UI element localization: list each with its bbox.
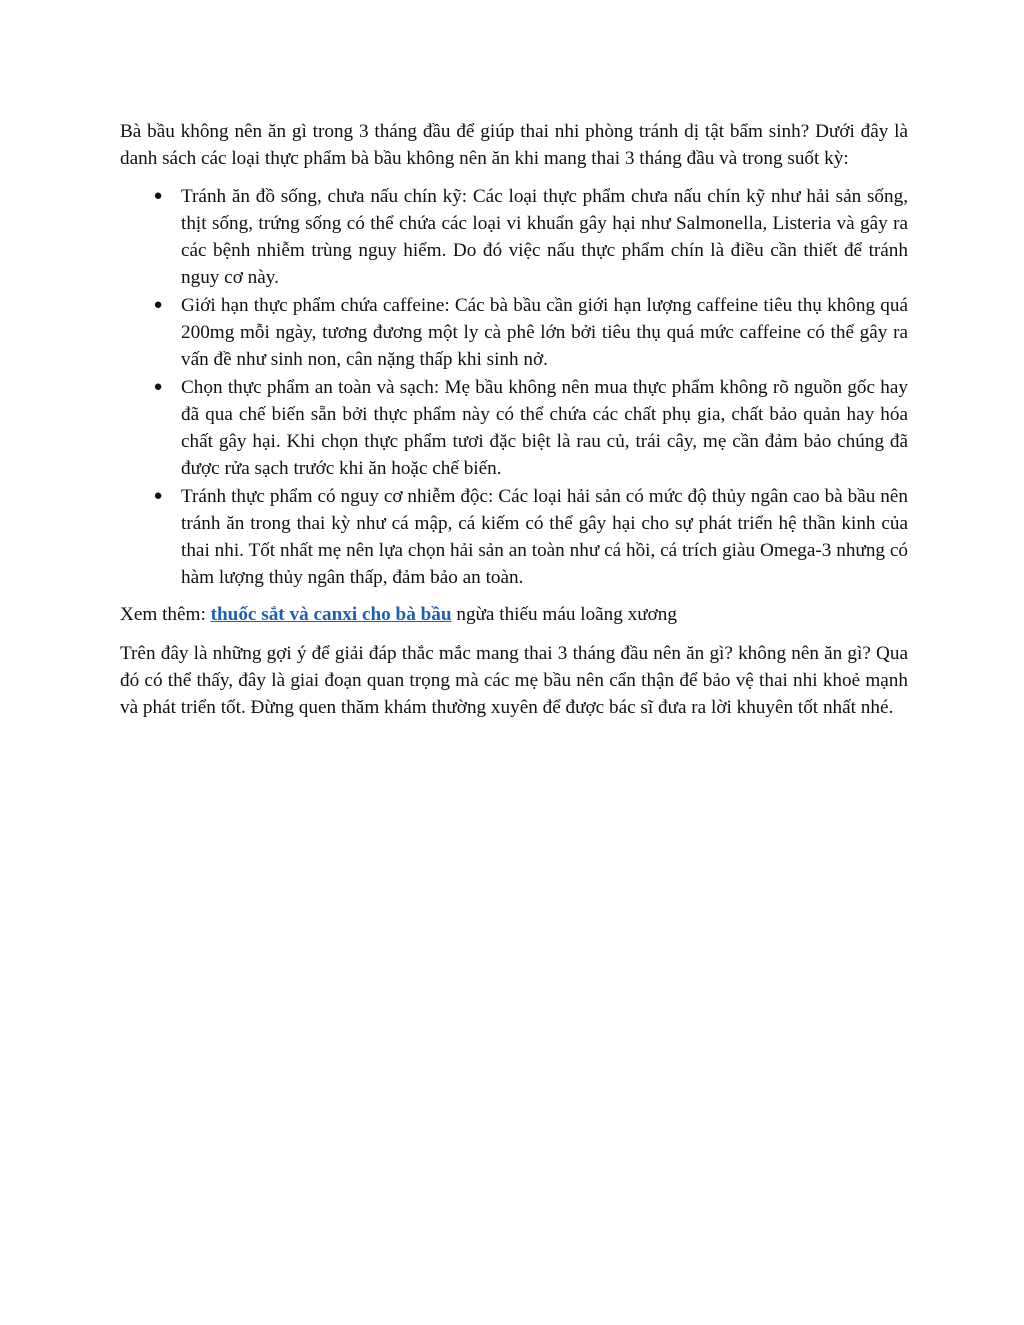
bullet-icon: ● [153, 379, 163, 395]
see-more-suffix: ngừa thiếu máu loãng xương [451, 604, 677, 625]
intro-paragraph: Bà bầu không nên ăn gì trong 3 tháng đầu để giúp thai nhi phòng tránh dị tật bẩm sinh? Dưới đây là danh sách các loại thực phẩm bà bầu không nên ăn khi mang thai 3 tháng đầu và trong suốt kỳ: [120, 121, 908, 169]
document-page [120, 118, 908, 732]
see-more-paragraph [120, 601, 908, 628]
food-avoid-list [120, 183, 908, 591]
conclusion-paragraph: Trên đây là những gợi ý để giải đáp thắc mắc mang thai 3 tháng đầu nên ăn gì? không nên ăn gì? Qua đó có thể thấy, đây là giai đoạn quan trọng mà các mẹ bầu nên cẩn thận để bảo vệ thai nhi khoẻ mạnh và phát triển tốt. Đừng quen thăm khám thường xuyên để được bác sĩ đưa ra lời khuyên tốt nhất nhé. [120, 643, 908, 718]
list-item [120, 374, 908, 482]
list-item [120, 183, 908, 291]
bullet-icon: ● [153, 188, 163, 204]
bullet-icon: ● [153, 297, 163, 313]
bullet-icon: ● [153, 488, 163, 504]
list-item-text: Tránh ăn đồ sống, chưa nấu chín kỹ: Các loại thực phẩm chưa nấu chín kỹ như hải sản sống, thịt sống, trứng sống có thể chứa các loại vi khuẩn gây hại như Salmonella, Listeria và gây ra các bệnh nhiễm trùng nguy hiểm. Do đó việc nấu thực phẩm chín là điều cần thiết để tránh nguy cơ này. [181, 186, 908, 288]
list-item-text: Tránh thực phẩm có nguy cơ nhiễm độc: Các loại hải sản có mức độ thủy ngân cao bà bầu nên tránh ăn trong thai kỳ như cá mập, cá kiếm có thể gây hại cho sự phát triển hệ thần kinh của thai nhi. Tốt nhất mẹ nên lựa chọn hải sản an toàn như cá hồi, cá trích giàu Omega-3 nhưng có hàm lượng thủy ngân thấp, đảm bảo an toàn. [181, 486, 908, 588]
list-item-text: Chọn thực phẩm an toàn và sạch: Mẹ bầu không nên mua thực phẩm không rõ nguồn gốc hay đã qua chế biến sẵn bởi thực phẩm này có thể chứa các chất phụ gia, chất bảo quản hay hóa chất gây hại. Khi chọn thực phẩm tươi đặc biệt là rau củ, trái cây, mẹ cần đảm bảo chúng đã được rửa sạch trước khi ăn hoặc chế biến. [181, 377, 908, 479]
list-item [120, 483, 908, 591]
see-more-prefix: Xem thêm: [120, 604, 211, 625]
list-item [120, 292, 908, 373]
iron-calcium-link[interactable]: thuốc sắt và canxi cho bà bầu [210, 604, 452, 625]
list-item-text: Giới hạn thực phẩm chứa caffeine: Các bà bầu cần giới hạn lượng caffeine tiêu thụ không quá 200mg mỗi ngày, tương đương một ly cà phê lớn bởi tiêu thụ quá mức caffeine có thể gây ra vấn đề như sinh non, cân nặng thấp khi sinh nở. [181, 295, 908, 370]
